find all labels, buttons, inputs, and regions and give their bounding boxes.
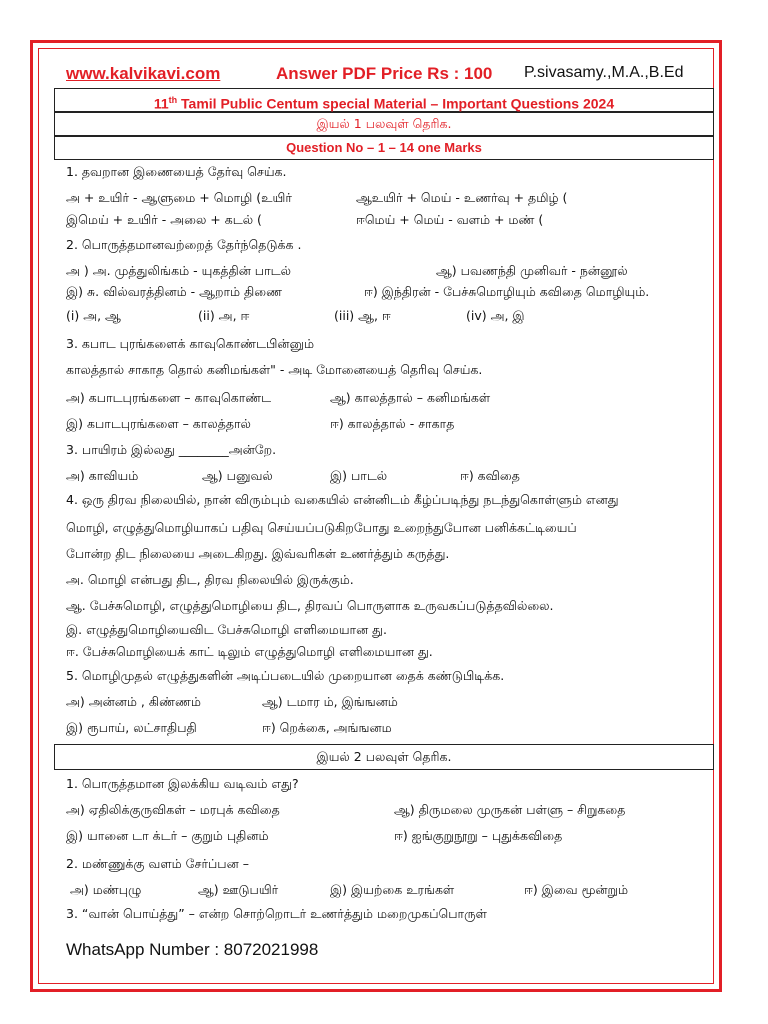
choice-option: ஈ) கவிதை — [460, 468, 520, 483]
title-rest: Tamil Public Centum special Material – Important Questions 2024 — [177, 95, 615, 112]
page-header — [66, 64, 706, 88]
option-line: இ. எழுத்துமொழியைவிட பேச்சுமொழி எளிமையான து. — [66, 622, 387, 637]
question-line: காலத்தால் சாகாத தொல் கனிமங்கள்" - அடி மோனையைத் தெரிவு செய்க. — [66, 362, 483, 377]
option-line: ஈ) காலத்தால் - சாகாத — [330, 416, 455, 431]
website-link[interactable]: www.kalvikavi.com — [66, 64, 221, 83]
choice-option: அ) காவியம் — [66, 468, 139, 483]
choice-option: ஆ) ஊடுபயிர் — [198, 882, 279, 897]
question-line: 5. மொழிமுதல் எழுத்துகளின் அடிப்படையில் முறையான தைக் கண்டுபிடிக்க. — [66, 668, 505, 683]
option-line: ஆஉயிர் + மெய் - உணர்வு + தமிழ் ( — [356, 190, 568, 205]
option-line: இ) ரூபாய், லட்சாதிபதி — [66, 720, 197, 735]
option-line: அ) கபாடபுரங்களை – காவுகொண்ட — [66, 390, 272, 405]
question-line: 2. பொருத்தமானவற்றைத் தேர்ந்தெடுக்க . — [66, 237, 302, 252]
section-heading-1: இயல் 1 பலவுள் தெரிக. — [54, 112, 714, 136]
option-line: அ ) அ. முத்துலிங்கம் - யுகத்தின் பாடல் — [66, 263, 291, 278]
option-line: ஈ) இந்திரன் - பேச்சுமொழியும் கவிதை மொழியும். — [364, 284, 650, 299]
question-line: 3. பாயிரம் இல்லது ________அன்றே. — [66, 442, 277, 457]
choice-option: இ) பாடல் — [330, 468, 388, 483]
author-name: P.sivasamy.,M.A.,B.Ed — [524, 64, 684, 81]
option-line: அ + உயிர் - ஆளுமை + மொழி (உயிர் — [66, 190, 292, 205]
option-line: ஈ. பேச்சுமொழியைக் காட் டிலும் எழுத்துமொழி எளிமையான து. — [66, 644, 433, 659]
option-line: ஈ) றெக்கை, அங்ஙனம — [262, 720, 392, 735]
choice-option: (ii) அ, ஈ — [198, 308, 250, 323]
option-line: ஆ) காலத்தால் – கனிமங்கள் — [330, 390, 491, 405]
option-line: அ) அன்னம் , கிண்ணம் — [66, 694, 201, 709]
section-heading-2: இயல் 2 பலவுள் தெரிக. — [54, 744, 714, 770]
question-line: 4. ஒரு திரவ நிலையில், நான் விரும்பும் வகையில் என்னிடம் கீழ்ப்படிந்து நடந்துகொள்ளும் எனது — [66, 492, 619, 507]
option-line: அ) ஏதிலிக்குருவிகள் – மரபுக் கவிதை — [66, 802, 280, 817]
choice-option: இ) இயற்கை உரங்கள் — [330, 882, 455, 897]
choice-option: ஆ) பனுவல் — [202, 468, 273, 483]
choice-option: (iii) ஆ, ஈ — [334, 308, 391, 323]
option-line: இ) கபாடபுரங்களை – காலத்தால் — [66, 416, 251, 431]
option-line: ஈ) ஐங்குறுநூறு – புதுக்கவிதை — [394, 828, 563, 843]
question-line: மொழி, எழுத்துமொழியாகப் பதிவு செய்யப்படுகிறபோது உறைந்துபோன பனிக்கட்டியைப் — [66, 520, 577, 535]
choice-option: (iv) அ, இ — [466, 308, 525, 323]
choice-option: ஈ) இவை மூன்றும் — [524, 882, 629, 897]
question-range: Question No – 1 – 14 one Marks — [54, 136, 714, 160]
option-line: ஆ. பேச்சுமொழி, எழுத்துமொழியை திட, திரவப் பொருளாக உருவகப்படுத்தவில்லை. — [66, 598, 554, 613]
option-line: இமெய் + உயிர் - அலை + கடல் ( — [66, 212, 262, 227]
option-line: இ) யானை டா க்டர் – குறும் புதினம் — [66, 828, 269, 843]
choice-option: (i) அ, ஆ — [66, 308, 121, 323]
question-line: 3. “வான் பொய்த்து” – என்ற சொற்றொடர் உணர்த்தும் மறைமுகப்பொருள் — [66, 906, 487, 921]
price-note: Answer PDF Price Rs : 100 — [276, 64, 493, 83]
option-line: ஈமெய் + மெய் - வளம் + மண் ( — [356, 212, 544, 227]
option-line: ஆ) பவணந்தி முனிவர் - நன்னூல் — [436, 263, 628, 278]
title-superscript: th — [168, 95, 178, 105]
question-line: 1. பொருத்தமான இலக்கிய வடிவம் எது? — [66, 776, 299, 791]
option-line: ஆ) டமார ம், இங்ஙனம் — [262, 694, 398, 709]
option-line: அ. மொழி என்பது திட, திரவ நிலையில் இருக்கும். — [66, 572, 354, 587]
title-prefix: 11 — [153, 95, 169, 112]
question-line: 1. தவறான இணையைத் தேர்வு செய்க. — [66, 164, 287, 179]
option-line: ஆ) திருமலை முருகன் பள்ளு – சிறுகதை — [394, 802, 626, 817]
option-line: இ) சு. வில்வரத்தினம் - ஆறாம் திணை — [66, 284, 283, 299]
question-line: 3. கபாட புரங்களைக் காவுகொண்டபின்னும் — [66, 336, 315, 351]
question-line: 2. மண்ணுக்கு வளம் சேர்ப்பன – — [66, 856, 249, 871]
question-line: போன்ற திட நிலையை அடைகிறது. இவ்வரிகள் உணர்த்தும் கருத்து. — [66, 546, 450, 561]
whatsapp-number: WhatsApp Number : 8072021998 — [66, 940, 319, 959]
document-title — [54, 88, 714, 112]
choice-option: அ) மண்புழு — [70, 882, 142, 897]
